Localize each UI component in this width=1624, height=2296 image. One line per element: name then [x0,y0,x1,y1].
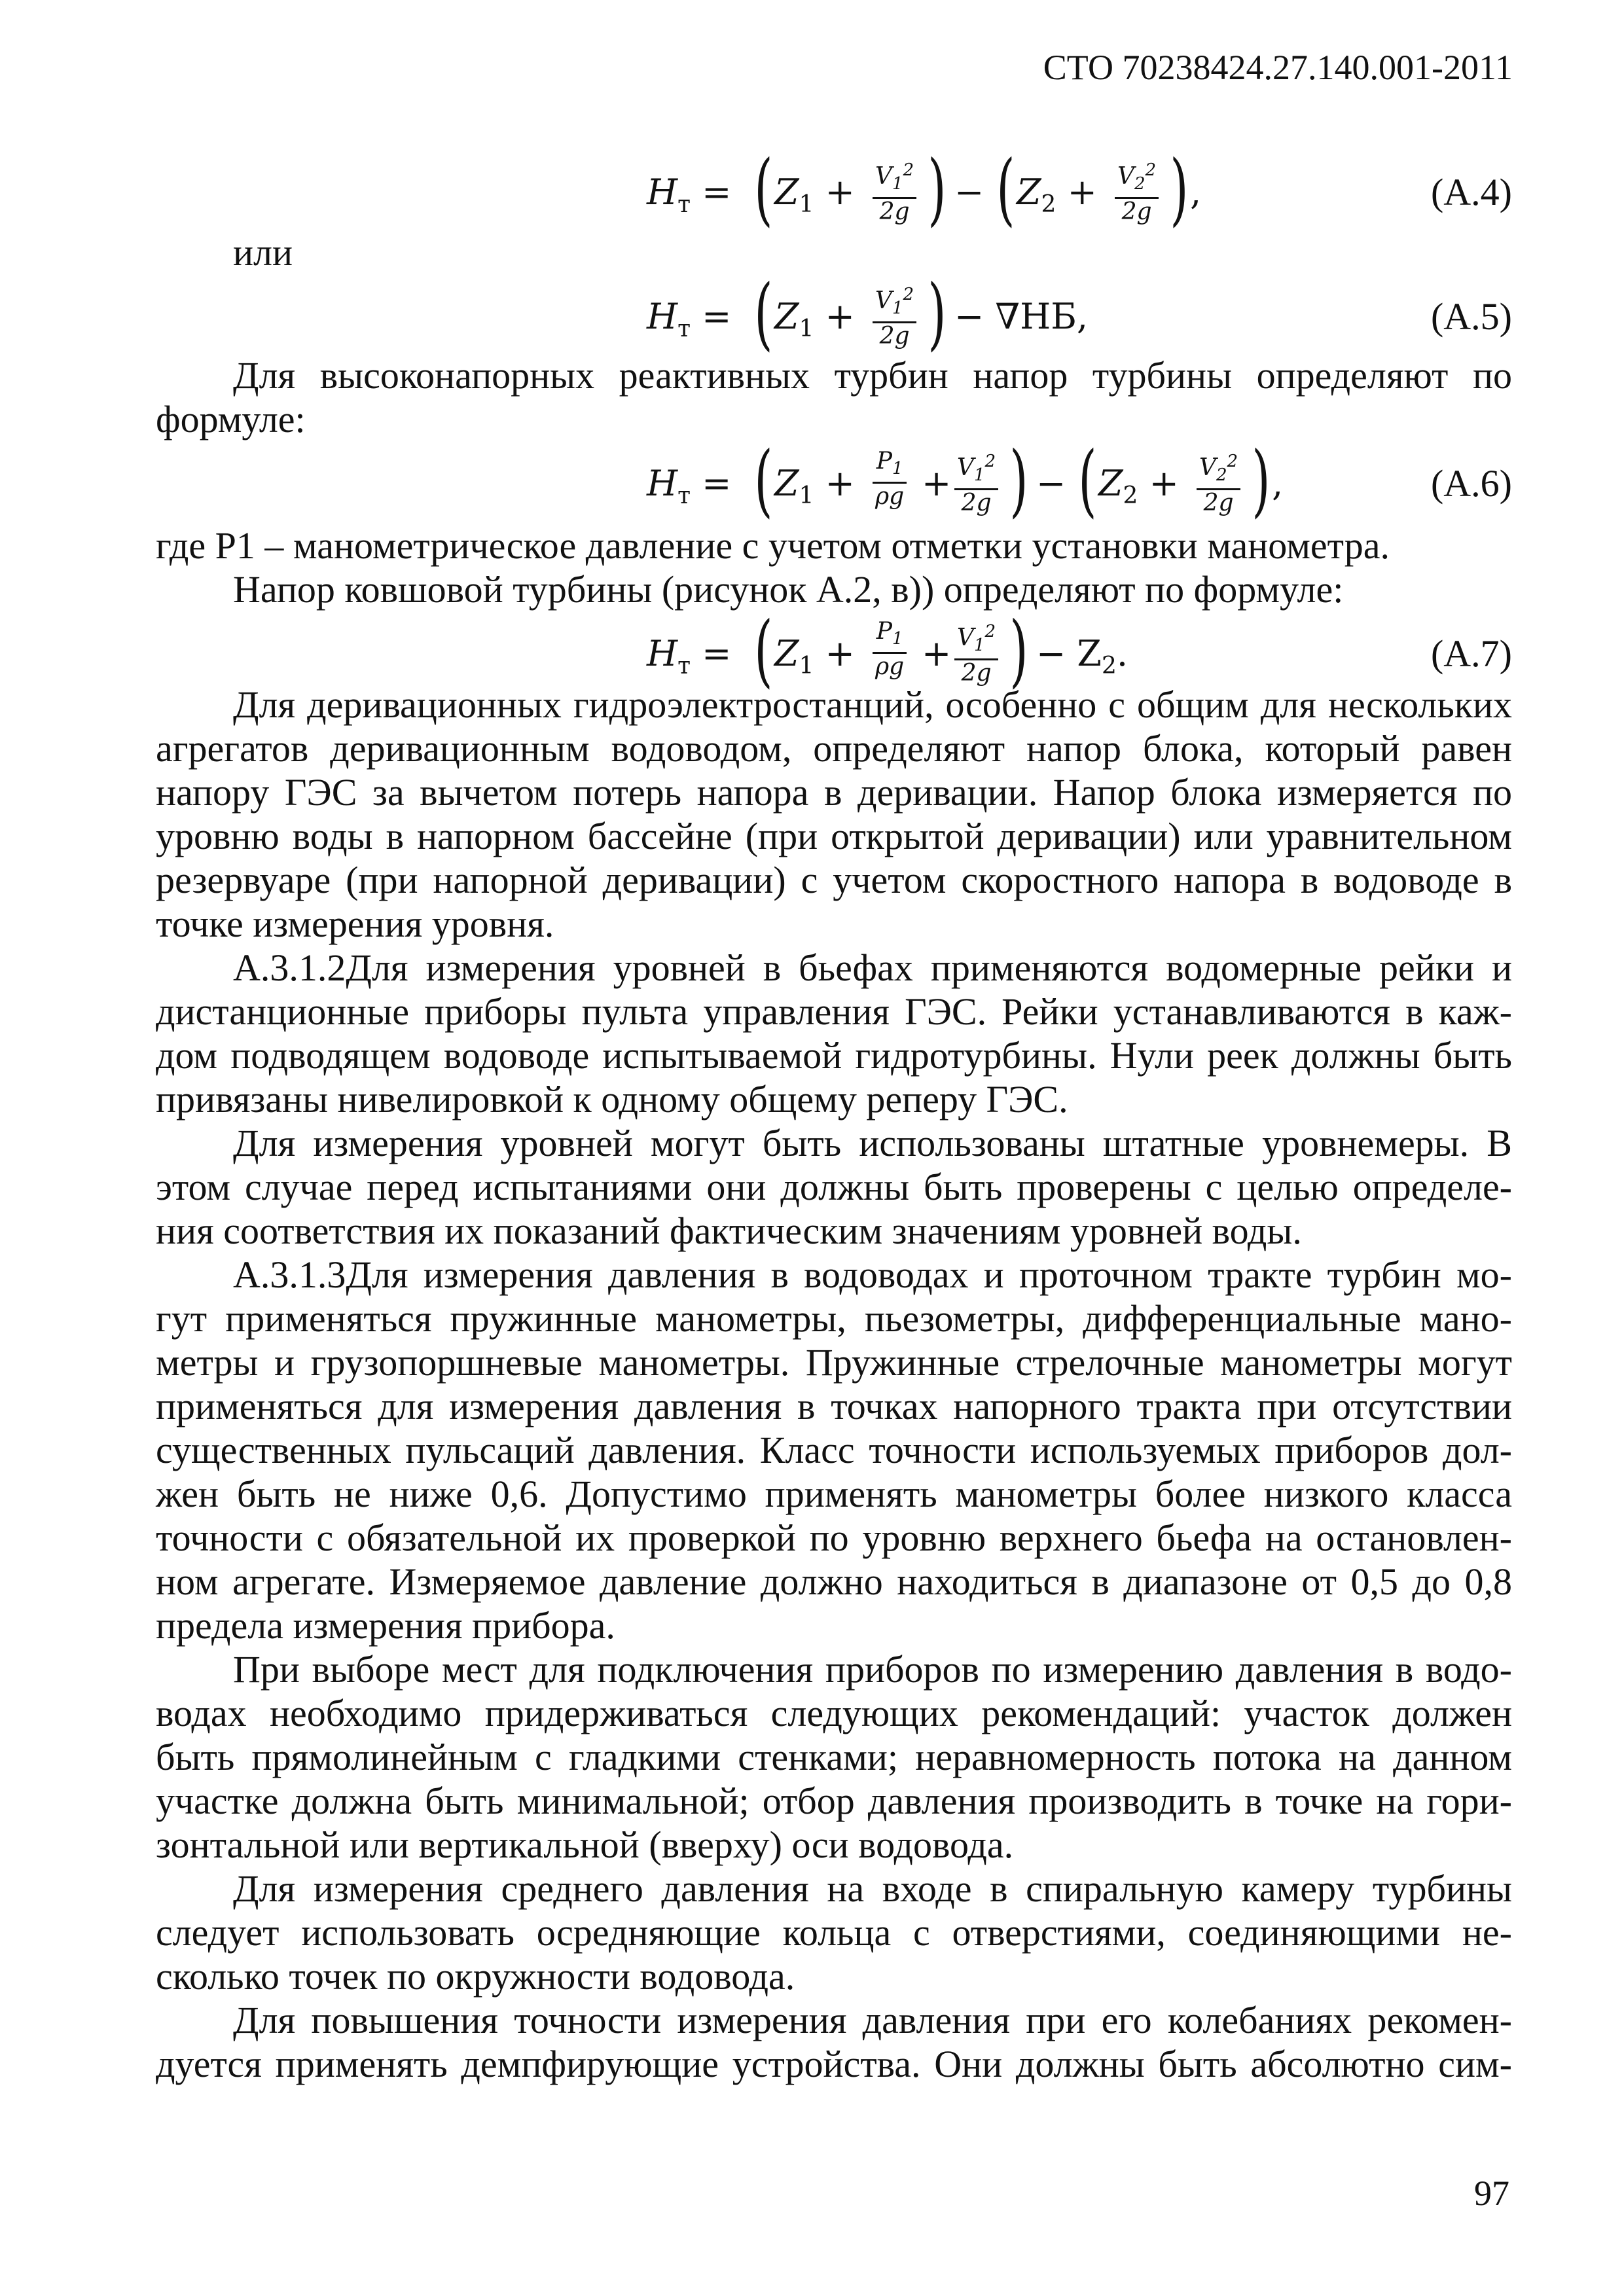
text-line: метры и грузопоршневые манометры. Пружинные стрелочные манометры могут [156,1341,1512,1384]
text-line: водах необходимо придерживаться следующих рекомендаций: участок должен [156,1692,1512,1734]
text-line: сколько точек по окружности водовода. [156,1955,795,1998]
text-line: агрегатов деривационным водоводом, определяют напор блока, который равен [156,727,1512,770]
text-line: дом подводящем водоводе испытываемой гидротурбины. Нули реек должны быть [156,1034,1512,1077]
text-line: ния соответствия их показаний фактическим значениям уровней воды. [156,1210,1302,1252]
text-line: А.3.1.3Для измерения давления в водоводах и проточном тракте турбин мо- [233,1253,1512,1296]
text-line: существенных пульсаций давления. Класс точности используемых приборов дол- [156,1429,1512,1471]
text-line: Для высоконапорных реактивных турбин напор турбины определяют по [233,354,1512,397]
text-line: При выборе мест для подключения приборов по измерению давления в водо- [233,1648,1512,1691]
text-line: А.3.1.2Для измерения уровней в бьефах применяются водомерные рейки и [233,946,1512,989]
document-code: СТО 70238424.27.140.001-2011 [1043,48,1513,87]
text-line: участке должна быть минимальной; отбор давления производить в точке на гори- [156,1780,1512,1822]
text-line: применяться для измерения давления в точках напорного тракта при отсутствии [156,1385,1512,1427]
text-line: следует использовать осредняющие кольца с отверстиями, соединяющими не- [156,1911,1512,1954]
formula-a5-label: (А.5) [1430,295,1512,338]
page-number: 97 [1474,2174,1509,2213]
text-line: уровню воды в напорном бассейне (при открытой деривации) или уравнительном [156,815,1512,857]
text-line: Для деривационных гидроэлектростанций, особенно с общим для нескольких [233,683,1512,726]
text-line: гут применяться пружинные манометры, пьезометры, дифференциальные мано- [156,1297,1512,1340]
text-line: формуле: [156,398,306,440]
text-line: быть прямолинейным с гладкими стенками; неравномерность потока на данном [156,1736,1512,1778]
text-line: точке измерения уровня. [156,903,554,945]
formula-a7-label: (А.7) [1430,632,1512,675]
formula-a5: $H_т$ = ( $Z_1$ + $\frac{V_1^2}{2g}$ ) − ∇НБ, (А.5) [647,268,1512,359]
text-line: предела измерения прибора. [156,1604,615,1647]
text-line: дуется применять демпфирующие устройства. Они должны быть абсолютно сим- [156,2043,1512,2085]
text-line: жен быть не ниже 0,6. Допустимо применять манометры более низкого класса [156,1473,1512,1515]
word-ili: или [233,231,293,274]
text-line: точности с обязательной их проверкой по уровню верхнего бьефа на остановлен- [156,1516,1512,1559]
text-line: Для повышения точности измерения давления при его колебаниях рекомен- [233,1999,1512,2041]
text-line: дистанционные приборы пульта управления ГЭС. Рейки устанавливаются в каж- [156,990,1512,1033]
formula-a4: $H_т$ = ( $Z_1$ + $\frac{V_1^2}{2g}$ ) − ( $Z_2$ + $\frac{V_2^2}{2g}$ ) , (А.4) [647,144,1512,235]
formula-a6-label: (А.6) [1430,462,1512,505]
text-line: ном агрегате. Измеряемое давление должно находиться в диапазоне от 0,5 до 0,8 [156,1560,1512,1603]
text-line: этом случае перед испытаниями они должны быть проверены с целью определе- [156,1166,1512,1208]
formula-a4-label: (А.4) [1430,171,1512,213]
text-line: где P1 – манометрическое давление с учетом отметки установки манометра. [156,524,1390,567]
formula-a7: $H_т$ = ( $Z_1$ + $\frac{P_1}{\rho g}$ + $\frac{V_1^2}{2g}$ ) − $Z_2$. (А.7) [647,605,1512,696]
text-line: зонтальной или вертикальной (вверху) оси водовода. [156,1823,1014,1866]
text-line: напору ГЭС за вычетом потерь напора в деривации. Напор блока измеряется по [156,771,1512,814]
text-line: Напор ковшовой турбины (рисунок А.2, в)) определяют по формуле: [233,568,1344,611]
text-line: резервуаре (при напорной деривации) с учетом скоростного напора в водоводе в [156,859,1512,901]
text-line: Для измерения среднего давления на входе в спиральную камеру турбины [233,1867,1512,1910]
text-line: Для измерения уровней могут быть использованы штатные уровнемеры. В [233,1122,1512,1164]
formula-a6: $H_т$ = ( $Z_1$ + $\frac{P_1}{\rho g}$ + $\frac{V_1^2}{2g}$ ) − ( $Z_2$ + $\frac{V_2^2}{2g}$ ) , (А.6) [647,435,1512,526]
text-line: привязаны нивелировкой к одному общему реперу ГЭС. [156,1078,1068,1121]
